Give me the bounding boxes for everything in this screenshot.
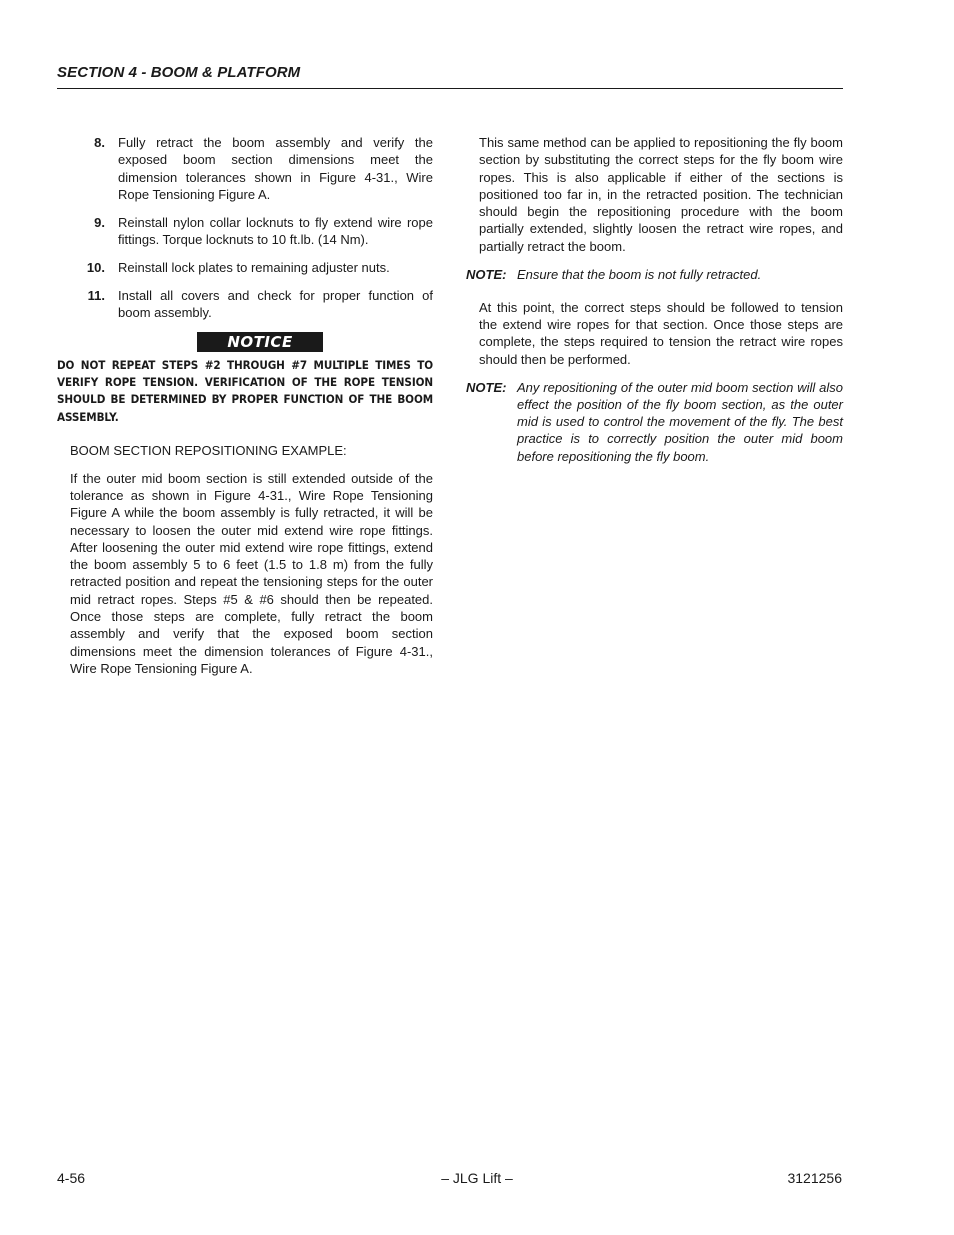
step-number: 11.	[87, 287, 105, 303]
notice-header	[57, 332, 433, 352]
note-text: Any repositioning of the outer mid boom section will also effect the position of the fly boom section, as the outer mid is used to control the movement of the fly. The best practice is to correctly position the outer mid boom before repositioning the fly boom.	[517, 379, 843, 464]
left-column	[57, 134, 433, 677]
notice-text: DO NOT REPEAT STEPS #2 THROUGH #7 MULTIPLE TIMES TO VERIFY ROPE TENSION. VERIFICATION OF THE ROPE TENSION SHOULD BE DETERMINED BY PROPER FUNCTION OF THE BOOM ASSEMBLY.	[57, 357, 433, 424]
section-header: SECTION 4 - BOOM & PLATFORM	[57, 64, 301, 81]
tensioning-paragraph: At this point, the correct steps should be followed to tension the extend wire ropes for that section. Once those steps are complete, the steps required to tension the retract wire ropes should then be performed.	[479, 299, 843, 367]
notice-badge: NOTICE	[197, 332, 322, 352]
step-text: Install all covers and check for proper function of boom assembly.	[118, 287, 433, 320]
note-label: NOTE:	[466, 379, 507, 395]
step-number: 10.	[86, 259, 105, 275]
step-text: Fully retract the boom assembly and verify the exposed boom section dimensions meet the dimension tolerances shown in Figure 4-31., Wire Rope Tensioning Figure A.	[118, 135, 433, 202]
right-column	[466, 134, 843, 476]
step-10	[57, 259, 433, 276]
header-divider	[57, 88, 843, 89]
example-paragraph: If the outer mid boom section is still extended outside of the tolerance as shown in Figure 4-31., Wire Rope Tensioning Figure A while the boom assembly is fully retracted, it will be necessary to loosen the outer mid extend wire rope fittings. After loosening the outer mid extend wire rope fittings, extend the boom assembly 5 to 6 feet (1.5 to 1.8 m) from the fully retracted position and repeat the tensioning steps for the outer mid retract ropes. Steps #5 & #6 should then be repeated. Once those steps are complete, fully retract the boom assembly and verify that the exposed boom section dimensions meet the dimension tolerances of Figure 4-31., Wire Rope Tensioning Figure A.	[70, 470, 433, 676]
example-title: BOOM SECTION REPOSITIONING EXAMPLE:	[70, 442, 347, 458]
step-text: Reinstall lock plates to remaining adjuster nuts.	[118, 259, 390, 275]
repositioning-paragraph: This same method can be applied to repositioning the fly boom section by substituting the correct steps for the fly boom wire ropes. This is also applicable if either of the sections is positioned too far in, in the retracted position. The technician should begin the repositioning procedure with the boom partially extended, slightly loosen the retract wire ropes, and partially retract the boom.	[479, 135, 843, 254]
step-number: 9.	[94, 214, 105, 230]
note-1	[466, 266, 843, 283]
note-2	[466, 379, 843, 465]
step-text: Reinstall nylon collar locknuts to fly extend wire rope fittings. Torque locknuts to 10 ft.lb. (14 Nm).	[118, 214, 433, 247]
step-number: 8.	[94, 135, 105, 150]
page-number: 4-56	[57, 1170, 86, 1186]
step-8	[57, 134, 433, 203]
note-text: Ensure that the boom is not fully retracted.	[517, 266, 762, 282]
footer-brand: – JLG Lift –	[441, 1170, 513, 1186]
step-9	[57, 214, 433, 249]
step-11	[57, 287, 433, 322]
document-number: 3121256	[787, 1170, 842, 1186]
note-label: NOTE:	[466, 266, 507, 282]
